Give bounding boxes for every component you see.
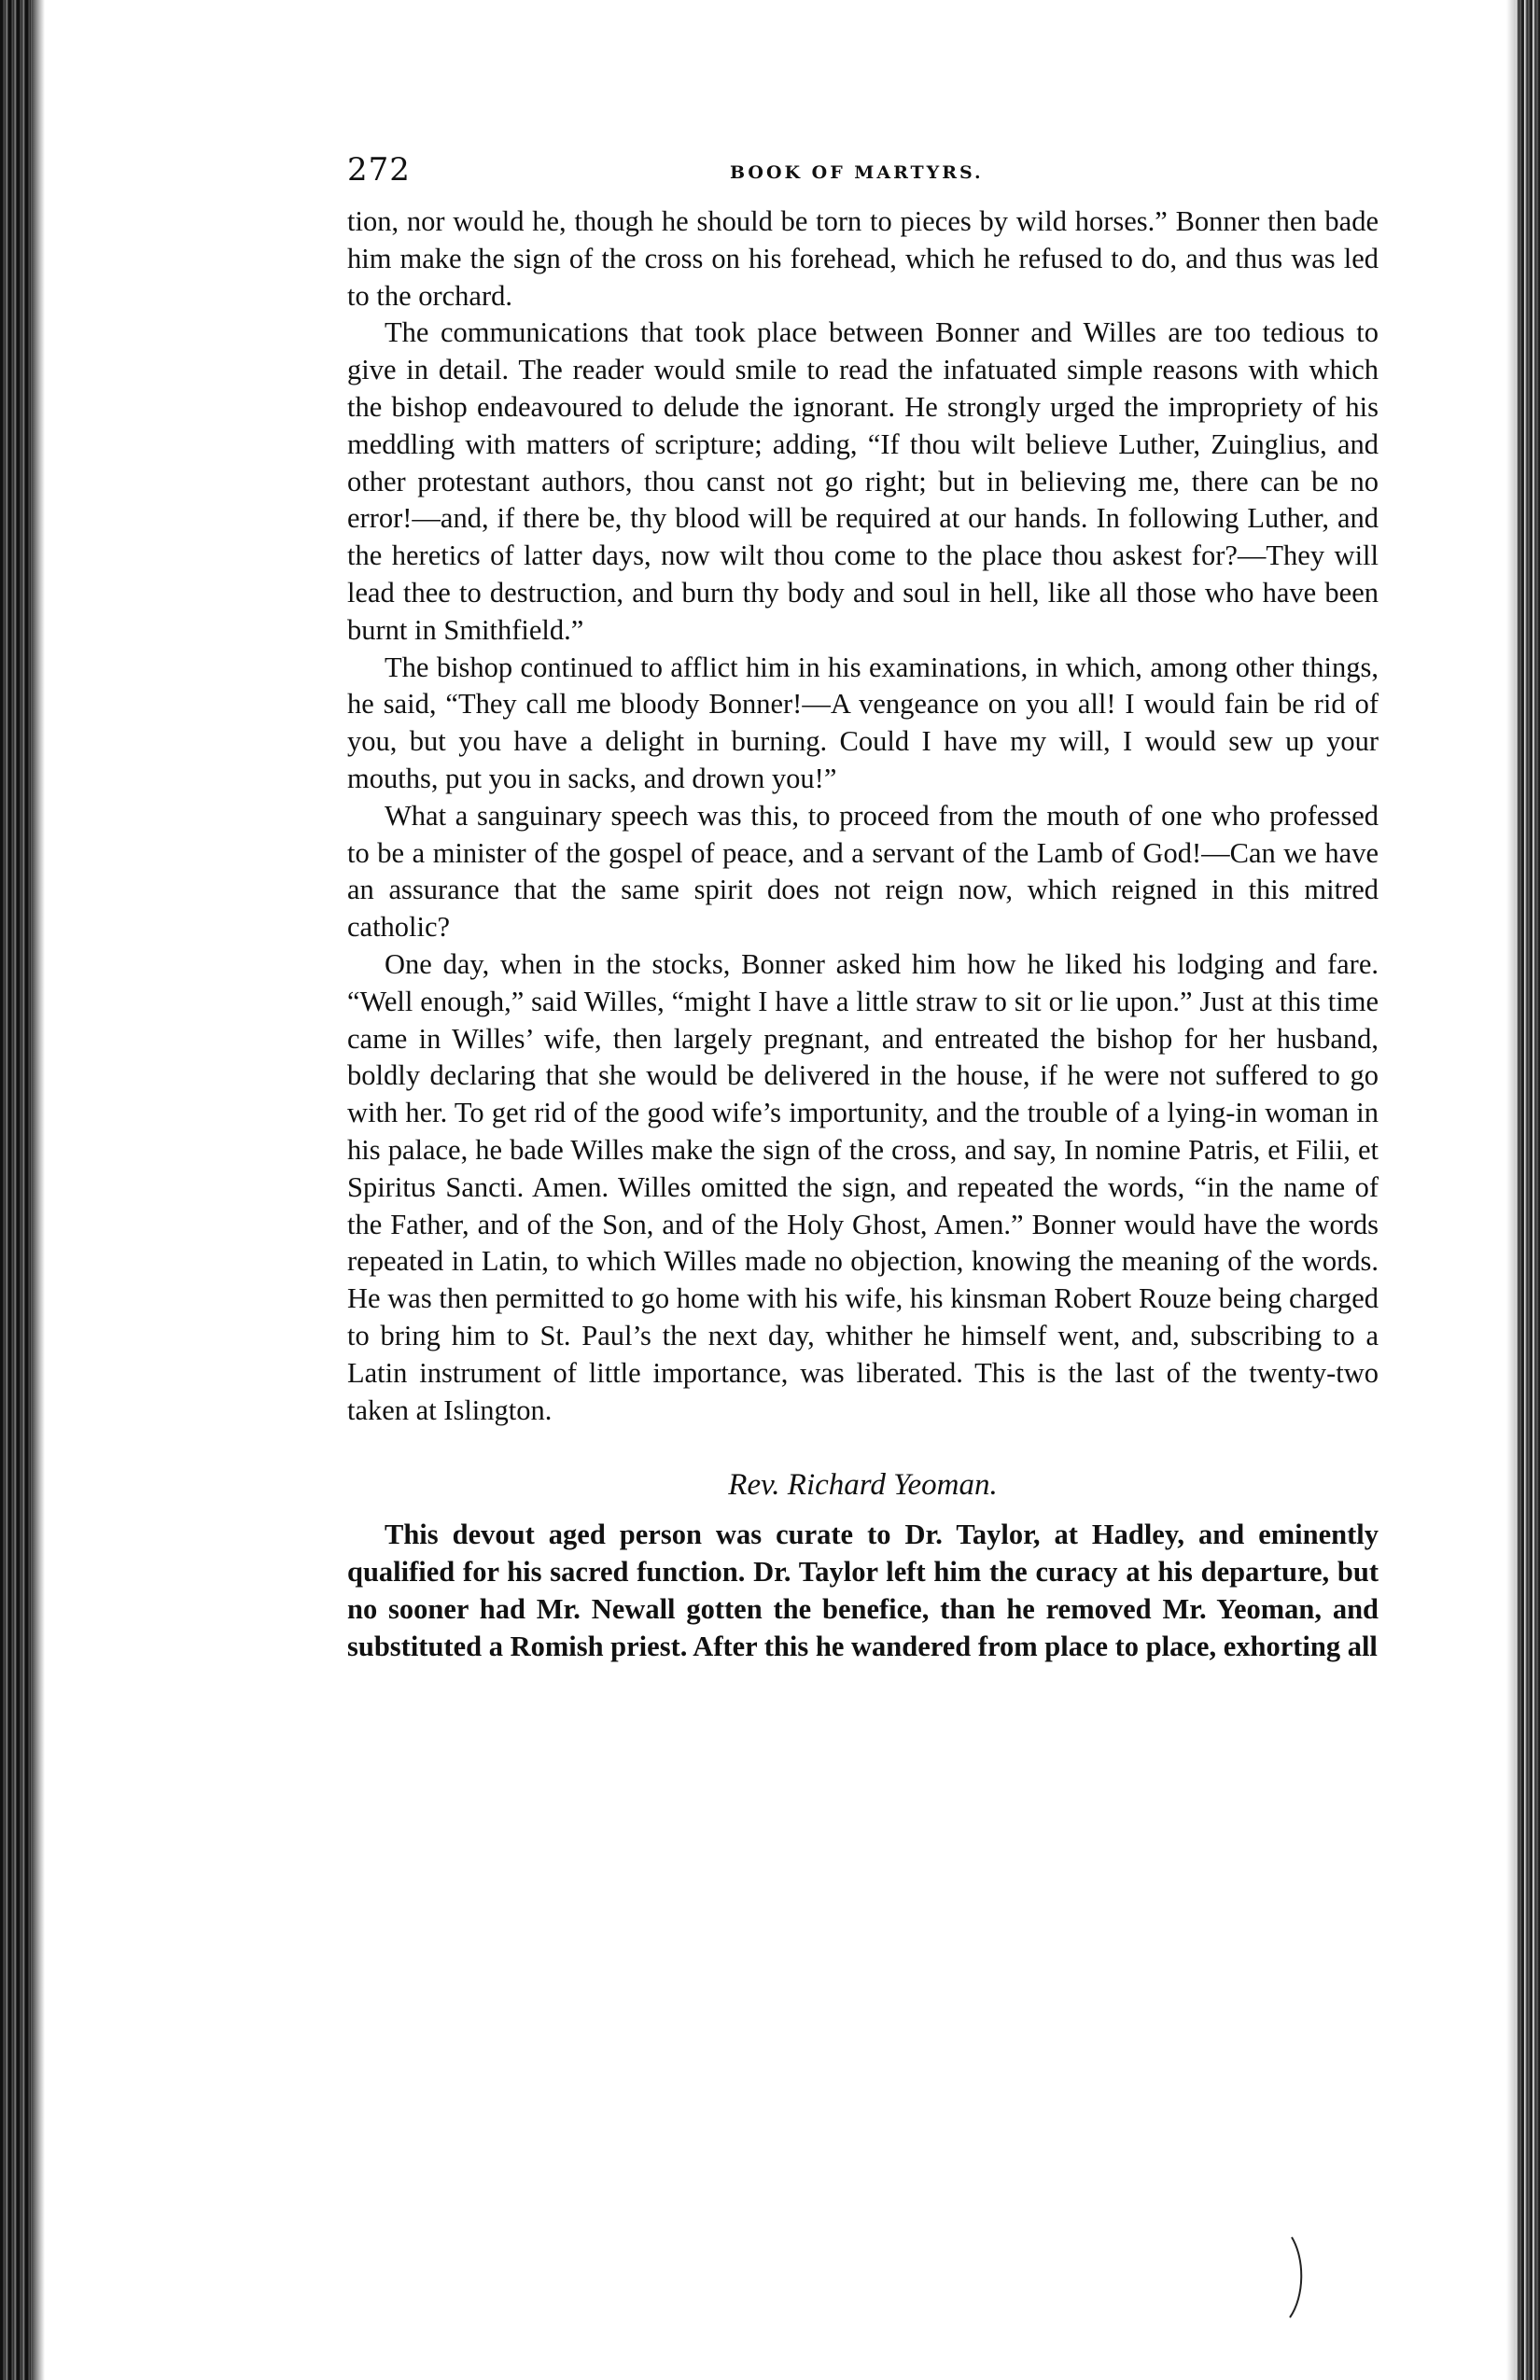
page-number: 272 <box>347 151 411 189</box>
paragraph-5: One day, when in the stocks, Bonner asked him how he liked his lodging and fare. “Well enough,” said Willes, “might I have a little straw to sit or lie upon.” Just at this time came in Willes’ wife, then largely pregnant, and entreated the bishop for her husband, boldly declaring that she would be delivered in the house, if he were not suffered to go with her. To get rid of the good wife’s importunity, and the trouble of a lying-in woman in his palace, he bade Willes make the sign of the cross, and say, In nomine Patris, et Filii, et Spiritus Sancti. Amen. Willes omitted the sign, and repeated the words, “in the name of the Father, and of the Son, and of the Holy Ghost, Amen.” Bonner would have the words repeated in Latin, to which Willes made no objection, knowing the meaning of the words. He was then permitted to go home with his wife, his kinsman Robert Rouze being charged to bring him to St. Paul’s the next day, whither he himself went, and, subscribing to a Latin instrument of little importance, was liberated. This is the last of the twenty-two taken at Islington. <box>347 947 1379 1426</box>
right-page-shadow <box>1506 0 1516 2380</box>
right-page-edge <box>1516 0 1540 2380</box>
text-body <box>347 203 1379 1665</box>
margin-bracket-mark <box>1284 2235 1312 2319</box>
paragraph-1: tion, nor would he, though he should be torn to pieces by wild horses.” Bonner then bade him make the sign of the cross on his forehead, which he refused to do, and thus was led to the orchard. <box>347 205 1379 312</box>
paragraph-4: What a sanguinary speech was this, to proceed from the mouth of one who professed to be a minister of the gospel of peace, and a servant of the Lamb of God!—Can we have an assurance that the same spirit does not reign now, which reigned in this mitred catholic? <box>347 799 1379 944</box>
running-title: BOOK OF MARTYRS. <box>730 162 984 183</box>
section-paragraph: This devout aged person was curate to Dr. Taylor, at Hadley, and eminently qualified for his sacred function. Dr. Taylor left him the curacy at his departure, but no sooner had Mr. Newall gotten the benefice, than he removed Mr. Yeoman, and substituted a Romish priest. After this he wandered from place to place, exhorting all <box>347 1519 1379 1662</box>
left-binding-edge <box>0 0 32 2380</box>
page-header <box>347 151 1383 200</box>
paragraph-2: The communications that took place between Bonner and Willes are too tedious to give in detail. The reader would smile to read the infatuated simple reasons with which the bishop endeavoured to delude the ignorant. He strongly urged the impropriety of his meddling with matters of scripture; adding, “If thou wilt believe Luther, Zuinglius, and other protestant authors, thou canst not go right; but in believing me, there can be no error!—and, if there be, thy blood will be required at our hands. In following Luther, and the heretics of latter days, now wilt thou come to the place thou askest for?—They will lead thee to destruction, and burn thy body and soul in hell, like all those who have been burnt in Smithfield.” <box>347 316 1379 646</box>
section-heading: Rev. Richard Yeoman. <box>728 1468 998 1503</box>
paragraph-3: The bishop continued to afflict him in his examinations, in which, among other things, he said, “They call me bloody Bonner!—A vengeance on you all! I would fain be rid of you, but you have a delight in burning. Could I have my will, I would sew up your mouths, put you in sacks, and drown you!” <box>347 651 1379 794</box>
left-binding-shadow <box>32 0 45 2380</box>
